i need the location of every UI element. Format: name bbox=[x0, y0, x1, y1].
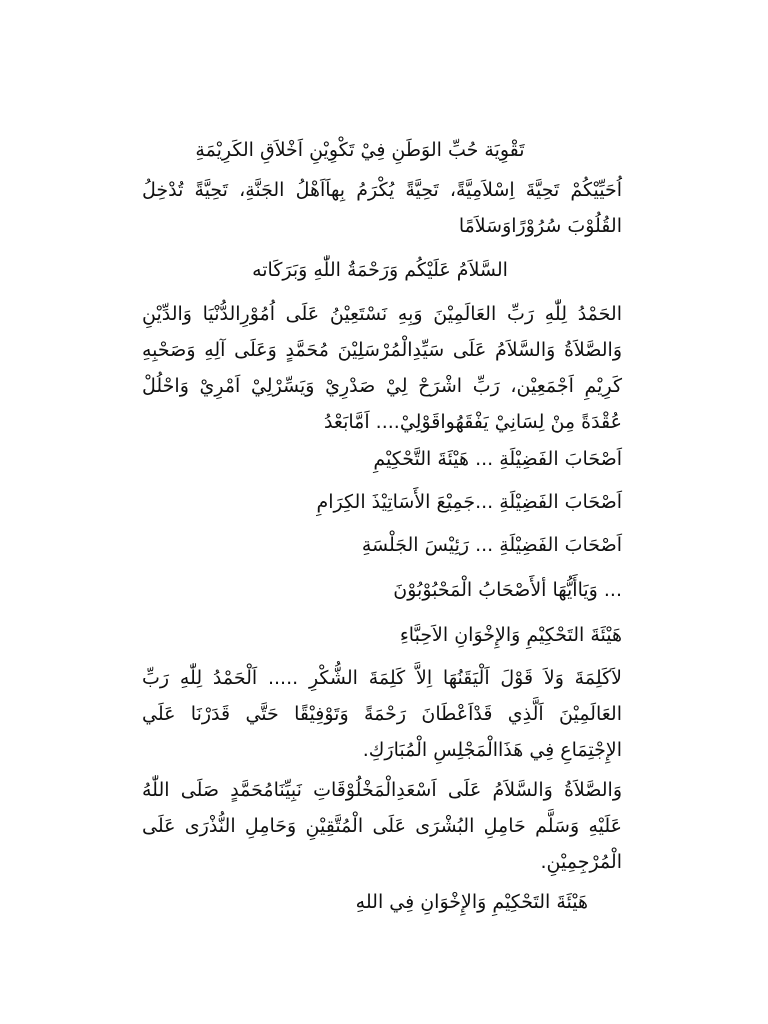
address-line-5: هَيْئَةَ التَحْكِيْمِ وَالإِخْوَانِ الاَحِبَّاءِ bbox=[399, 624, 622, 646]
address-line-1: اَصْحَابَ الفَضِيْلَةِ ... هَيْئَةَ التَّحْكِيْمِ bbox=[373, 448, 622, 470]
salawat-paragraph: وَالصَّلاَةُ وَالسَّلاَمُ عَلَى اَسْعَدِالْمَخْلُوْقَاتِ نَبِيِّنَامُحَمَّدٍ صَلَى اللّٰهُ عَلَيْهِ وَسَلَّم حَامِلِ البُشْرَى عَلَى الْمُتَّقِيْنِ وَحَامِلِ النُّذْرَى عَلَى الْمُرْجِمِيْنِ. bbox=[142, 779, 622, 873]
hamdalah-paragraph: الحَمْدُ لِلّٰهِ رَبِّ العَالَمِيْنَ وَبِهِ نَسْتَعِيْنُ عَلَى اُمُوْرِالدُّنْيَا وَالدِّيْنِ وَالصَّلاَةُ وَالسَّلاَمُ عَلَى سَيِّدِالْمُرْسَلِيْنَ مُحَمَّدٍ وَعَلَى آلِهِ وَصَحْبِهِ كَرِيْمِ اَجْمَعِيْن، رَبِّ اشْرَحْ لِيْ صَدْرِيْ وَيَسِّرْلِيْ اَمْرِيْ وَاحْلُلْ عُقْدَةً مِنْ لِسَانِيْ يَفْقَهُواقَوْلِيْ.... اَمَّابَعْدُ bbox=[142, 303, 622, 433]
praise-paragraph: لاَكَلِمَةَ وَلاَ قَوْلَ اَلْيَقَنُهَا اِلاَّ كَلِمَةَ الشُّكْرِ ..... اَلْحَمْدُ لِلّٰهِ رَبِّ العَالَمِيْنَ اَلَّذِي قَدْاَعْطَانَ رَحْمَةً وَتَوْفِيْقًا حَتَّي قَدَرْنَا عَلَي الإِجْتِمَاعِ فِي هَذَاالْمَجْلِسِ الْمُبَارَكِ. bbox=[142, 667, 622, 761]
document-title: تَقْوِيَة حُبِّ الوَطَنِ فِيْ تَكْوِيْنِ اَخْلاَقِ الكَرِيْمَةِ bbox=[195, 139, 525, 161]
address-line-2: اَصْحَابَ الفَضِيْلَةِ ...جَمِيْعَ الأَسَاتِيْذَ الكِرَامِ bbox=[316, 491, 622, 513]
closing-address: هَيْئَةَ التَحْكِيْمِ وَالإِخْوَانِ فِي اللهِ bbox=[355, 891, 588, 913]
greeting-paragraph: اُحَيِّيْكُمْ تَحِيَّةَ اِسْلاَمِيَّةً، تَحِيَّةً يُكْرَمُ بِهاَاَهْلُ الجَنَّةِ، تَحِيَّةً تُدْخِلُ القُلُوْبَ سُرُوْرًاوَسَلاَمًا bbox=[142, 179, 622, 237]
salam-greeting: السَّلاَمُ عَلَيْكُم وَرَحْمَةُ اللّٰهِ وَبَرَكَاته bbox=[252, 259, 508, 281]
address-line-4: ... وَيَاأَيُّهَا ألأَصْحَابُ الْمَحْبُوْبُوْنَ bbox=[393, 579, 622, 601]
address-line-3: اَصْحَابَ الفَضِيْلَةِ ... رَئِيْسَ الجَلْسَةِ bbox=[361, 534, 622, 556]
